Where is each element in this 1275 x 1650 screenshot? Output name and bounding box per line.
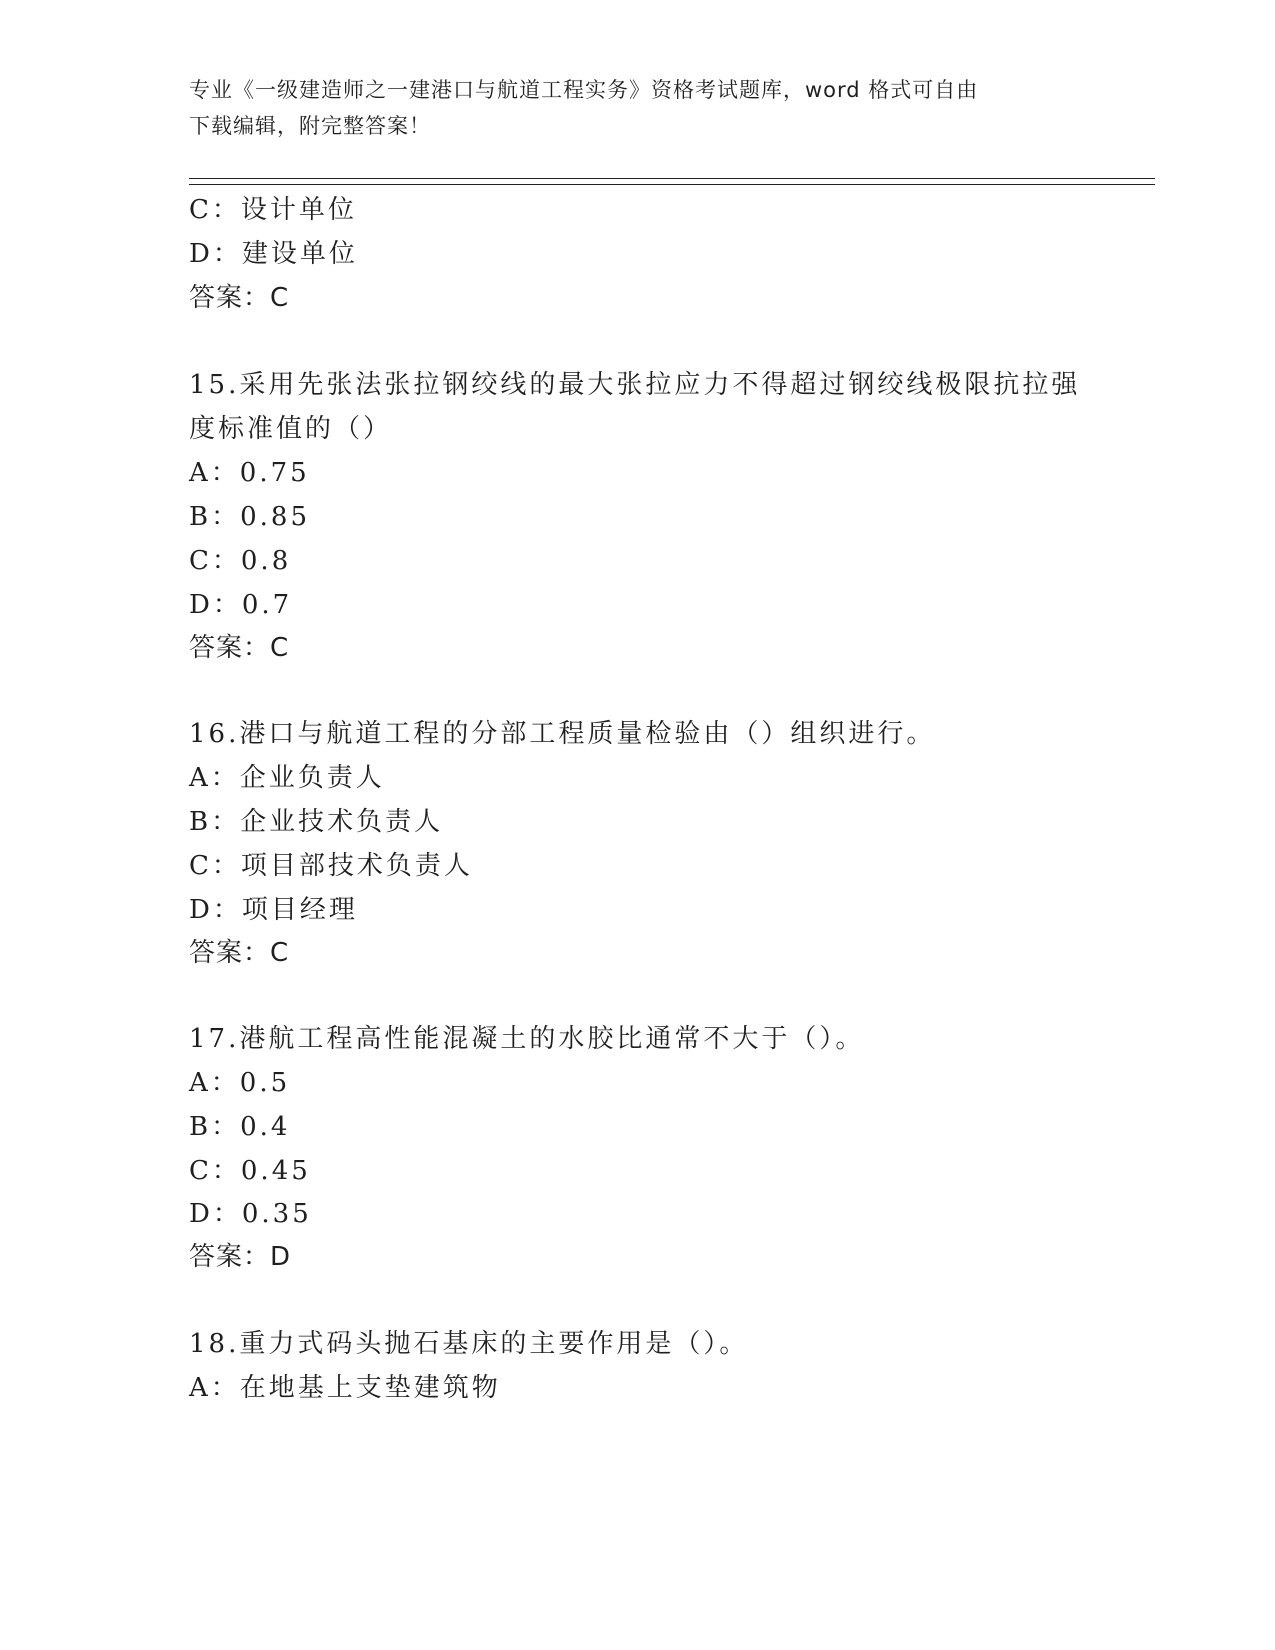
question-stem: 16.港口与航道工程的分部工程质量检验由（）组织进行。	[189, 719, 936, 749]
option-b: B：0.85	[189, 502, 310, 532]
answer: 答案：C	[189, 283, 290, 313]
question-stem: 17.港航工程高性能混凝土的水胶比通常不大于（）。	[189, 1024, 865, 1054]
answer: 答案：C	[189, 633, 290, 663]
question-stem-continued: 度标准值的（）	[189, 414, 393, 444]
option-b: B：企业技术负责人	[189, 807, 444, 837]
option-a: A：企业负责人	[189, 763, 385, 793]
answer: 答案：D	[189, 1242, 292, 1272]
option-c: C：0.45	[189, 1156, 311, 1186]
option-a: A：在地基上支垫建筑物	[189, 1373, 501, 1403]
option-b: B：0.4	[189, 1112, 291, 1142]
question-stem: 18.重力式码头抛石基床的主要作用是（）。	[189, 1329, 749, 1359]
answer: 答案：C	[189, 938, 290, 968]
option-d: D：建设单位	[189, 239, 358, 269]
header-line-1: 专业《一级建造师之一建港口与航道工程实务》资格考试题库，word 格式可自由	[189, 78, 979, 102]
option-d: D：0.7	[189, 590, 293, 620]
option-d: D：0.35	[189, 1199, 312, 1229]
option-c: C：设计单位	[189, 195, 357, 225]
document-header	[189, 72, 1089, 144]
header-divider-bottom	[189, 184, 1155, 185]
header-divider-top	[189, 178, 1155, 179]
option-d: D：项目经理	[189, 895, 358, 925]
header-line-2: 下载编辑，附完整答案！	[189, 114, 431, 138]
option-c: C：项目部技术负责人	[189, 851, 473, 881]
option-c: C：0.8	[189, 546, 292, 576]
option-a: A：0.75	[189, 458, 310, 488]
option-a: A：0.5	[189, 1068, 291, 1098]
question-stem: 15.采用先张法张拉钢绞线的最大张拉应力不得超过钢绞线极限抗拉强	[189, 370, 1081, 400]
